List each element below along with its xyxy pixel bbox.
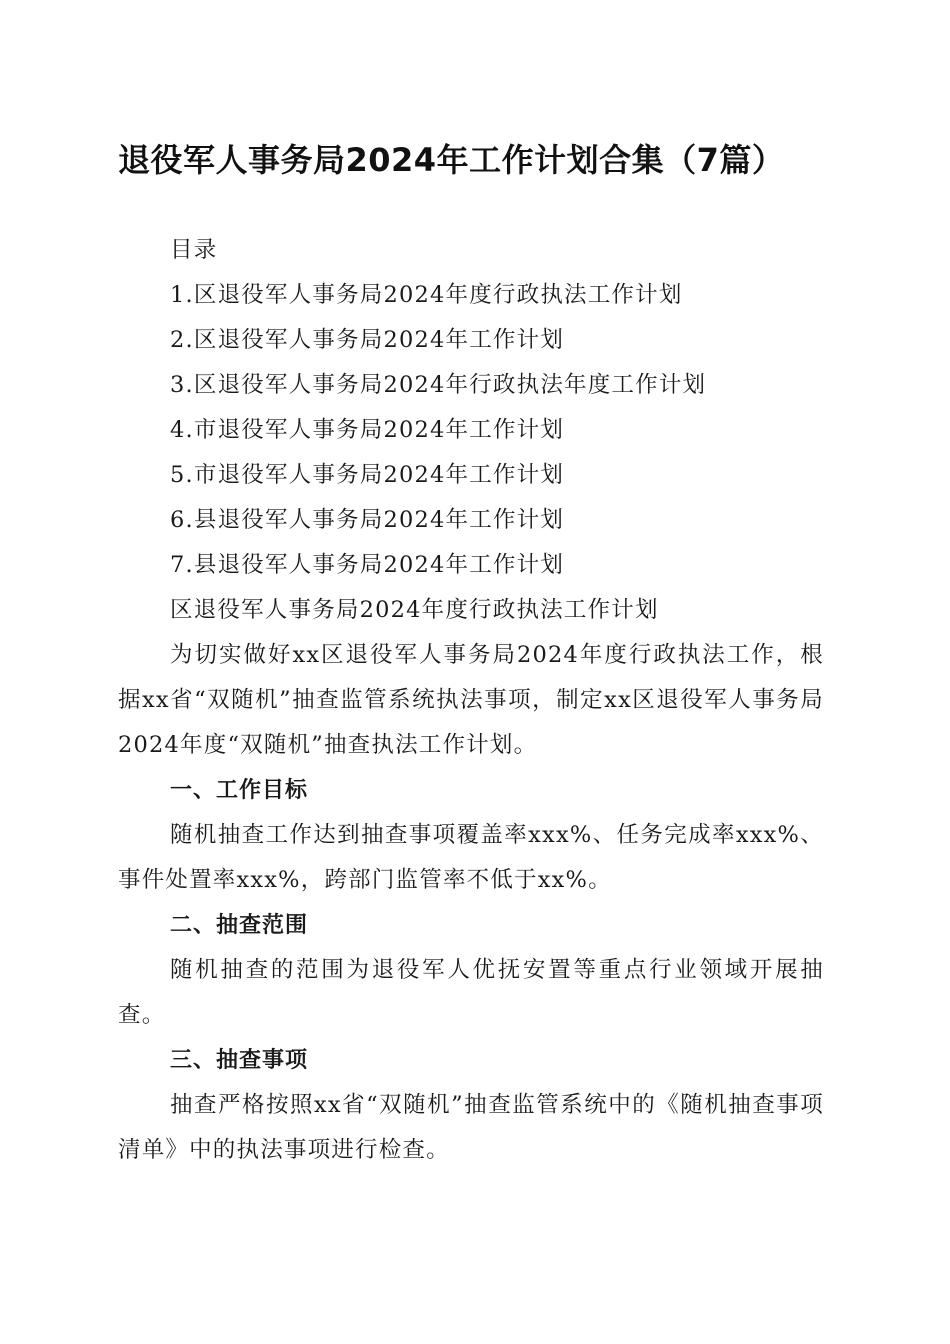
intro-paragraph: 为切实做好xx区退役军人事务局2024年度行政执法工作，根据xx省“双随机”抽查监管系统执法事项，制定xx区退役军人事务局2024年度“双随机”抽查执法工作计划。 (118, 642, 824, 758)
toc-item: 7.县退役军人事务局2024年工作计划 (170, 552, 565, 578)
toc-item: 6.县退役军人事务局2024年工作计划 (170, 507, 565, 533)
toc-item: 4.市退役军人事务局2024年工作计划 (170, 417, 565, 443)
toc-item: 1.区退役军人事务局2024年度行政执法工作计划 (170, 282, 683, 308)
document-title: 退役军人事务局2024年工作计划合集（7篇） (118, 141, 785, 179)
section-heading-items: 三、抽查事项 (170, 1048, 309, 1073)
document-body (118, 228, 824, 1173)
section-heading-goals: 一、工作目标 (170, 778, 309, 803)
section-title: 区退役军人事务局2024年度行政执法工作计划 (170, 597, 659, 623)
section-paragraph-goals: 随机抽查工作达到抽查事项覆盖率xxx%、任务完成率xxx%、事件处置率xxx%，跨部门监管率不低于xx%。 (118, 822, 824, 893)
section-paragraph-scope: 随机抽查的范围为退役军人优抚安置等重点行业领域开展抽查。 (118, 957, 824, 1028)
section-heading-scope: 二、抽查范围 (170, 913, 309, 938)
toc-heading: 目录 (170, 237, 218, 263)
toc-item: 3.区退役军人事务局2024年行政执法年度工作计划 (170, 372, 707, 398)
toc-item: 5.市退役军人事务局2024年工作计划 (170, 462, 565, 488)
toc-item: 2.区退役军人事务局2024年工作计划 (170, 327, 565, 353)
section-paragraph-items: 抽查严格按照xx省“双随机”抽查监管系统中的《随机抽查事项清单》中的执法事项进行检查。 (118, 1092, 824, 1163)
